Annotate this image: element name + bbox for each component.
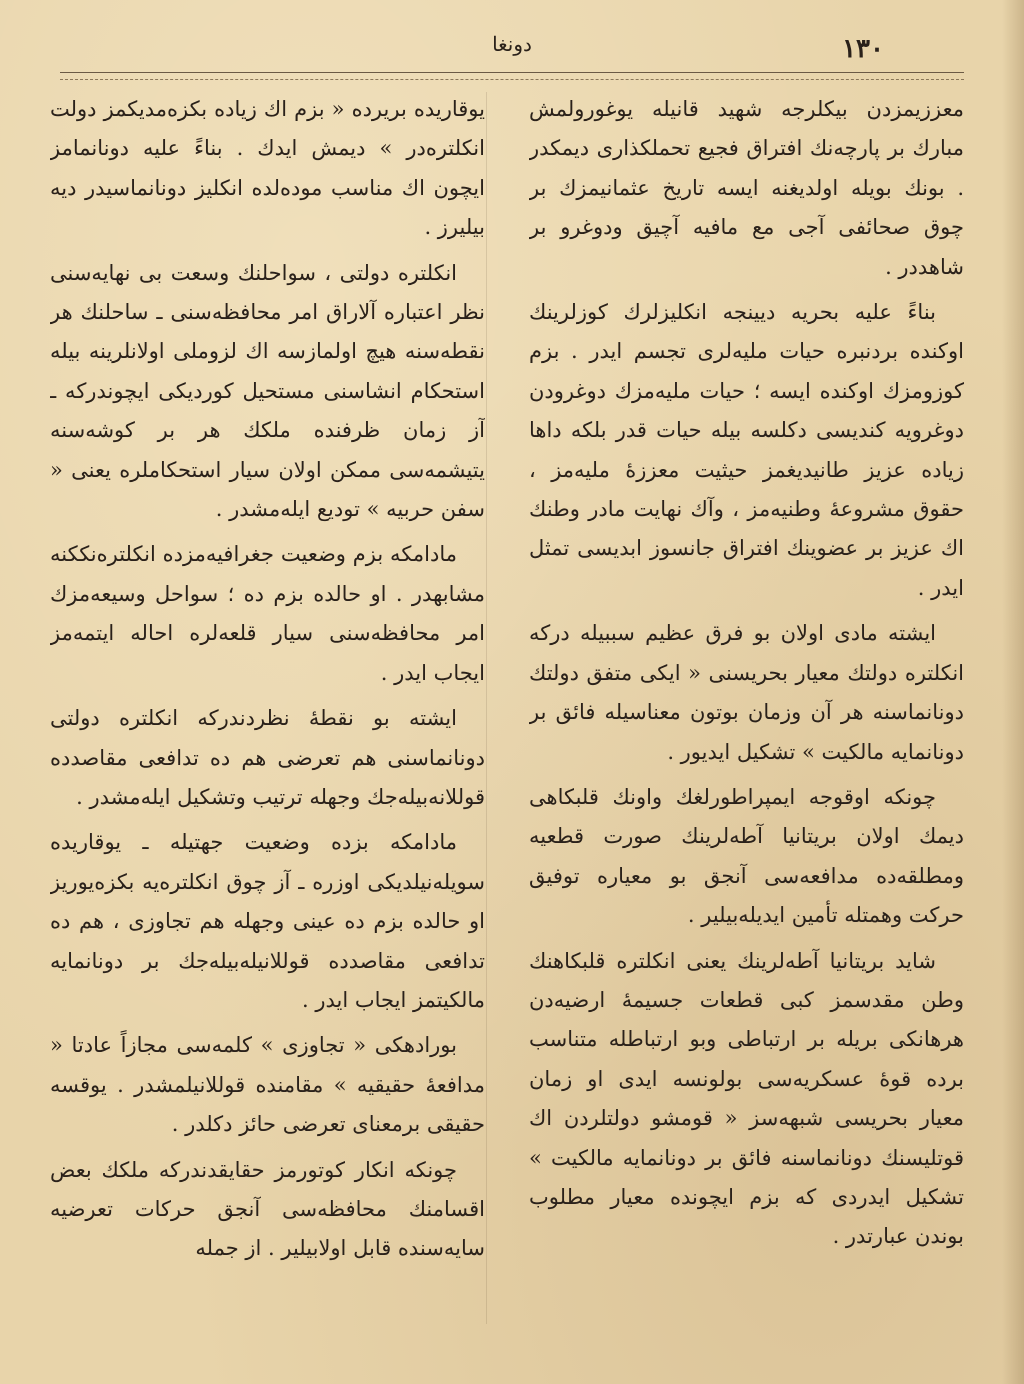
page-number: ١٣٠ — [842, 34, 884, 64]
paragraph: بورادهكى « تجاوزى » كلمه‌سى مجازاً عادتا « مدافعهٔ حقيقيه » مقامنده قوللانيلمشدر . يوقسه حقيقى برمعناى تعرضى حائز دكلدر . — [50, 1033, 485, 1137]
left-column — [50, 90, 485, 1344]
page-header — [60, 28, 964, 68]
paragraph: چونكه انكار كوتورمز حقايقدندركه ملكك بعض اقسامنك محافظه‌سى آنجق حركات تعرضيه سايه‌سنده قابل اولابيلير . از جمله — [50, 1157, 485, 1261]
paragraph: معززيمزدن بيكلرجه شهيد قانيله يوغورولمش مبارك بر پارچه‌نك افتراق فجيع تحملكذارى ديمكدر . بونك بويله اولديغنه ايسه تاريخ عثمانيمزك بر چوق صحائفى آجى مع مافيه آچيق ودوغرو بر شاهددر . — [529, 97, 964, 279]
paragraph: يوقاريده بريرده « بزم اك زياده بكزه‌مديكمز دولت انكلتره‌در » ديمش ايدك . بناءً عليه دونانمامز ايچون اك مناسب موده‌لده انكليز دونانماسيدر ديه بيليرز . — [50, 97, 485, 240]
header-rule — [60, 72, 964, 80]
paragraph: ايشته مادى اولان بو فرق عظيم سببيله دركه انكلتره دولتك معيار بحريسنى « ايكى متفق دولتك دونانماسنه هر آن وزمان بوتون معناسيله فائق بر دونانمايه مالكيت » تشكيل ايديور . — [529, 621, 964, 764]
paragraph: انكلتره دولتى ، سواحلنك وسعت بى نهايه‌سنى نظر اعتباره آلاراق امر محافظه‌سنى ـ ساحلنك هر نقطه‌سنه هيچ اولمازسه اك لزوملى اولانلرينه بيله استحكام انشاسنى مستحيل كورديكى ايچوندركه ـ آز زمان ظرفنده ملكك هر بر كوشه‌سنه يتيشمه‌سى ممكن اولان سيار استحكاملره يعنى « سفن حربيه » توديع ايله‌مشدر . — [50, 260, 485, 522]
paragraph: شايد بريتانيا آطه‌لرينك يعنى انكلتره قلبكاهنك وطن مقدسمز كبى قطعات جسيمهٔ ارضيه‌دن هرهانكى بريله بر ارتباطى وبو ارتباطله متناسب برده قوهٔ عسكريه‌سى بولونسه ايدى او زمان معيار بحريسى شبهه‌سز « قومشو دولتلردن اك قوتليسنك دونانماسنه فائق بر دونانمايه مالكيت » تشكيل ايدردى كه بزم ايچونده معيار مطلوب بوندن عبارتدر . — [529, 948, 964, 1249]
right-column — [529, 90, 964, 1344]
paragraph: مادامكه بزم وضعيت جغرافيه‌مزده انكلتره‌نككنه مشابهدر . او حالده بزم ده ؛ سواحل وسيعه‌مزك امر محافظه‌سنى سيار قلعه‌لره احاله ايتمه‌مز ايجاب ايدر . — [50, 542, 485, 685]
running-title: دونغا — [492, 32, 532, 56]
paragraph: بناءً عليه بحريه ديينجه انكليزلرك كوزلرينك اوكنده بردنبره حيات مليه‌لرى تجسم ايدر . بزم كوزومزك اوكنده ايسه ؛ حيات مليه‌مزك دوغرودن دوغرويه كنديسى دكلسه بيله حيات قدر بلكه داها زياده عزيز طانيديغمز حيثيت معززهٔ مليه‌مز ، حقوق مشروعهٔ وطنيه‌مز ، وآك نهايت مادر وطنك اك عزيز بر عضوينك افتراق جانسوز ابديسى تمثل ايدر . — [529, 300, 964, 600]
paragraph: مادامكه بزده وضعيت جهتيله ـ يوقاريده سويله‌نيلديكى اوزره ـ آز چوق انكلتره‌يه بكزه‌يوريز او حالده بزم ده عينى وجهله هم تجاوزى ، هم ده تدافعى مقاصدده قوللانيله‌بيله‌جك بر دونانمايه مالكيتمز ايجاب ايدر . — [50, 830, 485, 1012]
text-columns — [50, 90, 964, 1344]
page-edge-shadow — [1002, 0, 1024, 1384]
paragraph: ايشته بو نقطهٔ نظردندركه انكلتره دولتى دونانماسنى هم تعرضى هم ده تدافعى مقاصدده قوللانه‌بيله‌جك وجهله ترتيب وتشكيل ايله‌مشدر . — [50, 706, 485, 809]
paragraph: چونكه اوقوجه ايمپراطورلغك واونك قلبكاهى ديمك اولان بريتانيا آطه‌لرينك صورت قطعيه ومطلقه‌ده مدافعه‌سى آنجق بو معياره توفيق حركت وهمتله تأمين ايديله‌بيلير . — [529, 784, 964, 928]
